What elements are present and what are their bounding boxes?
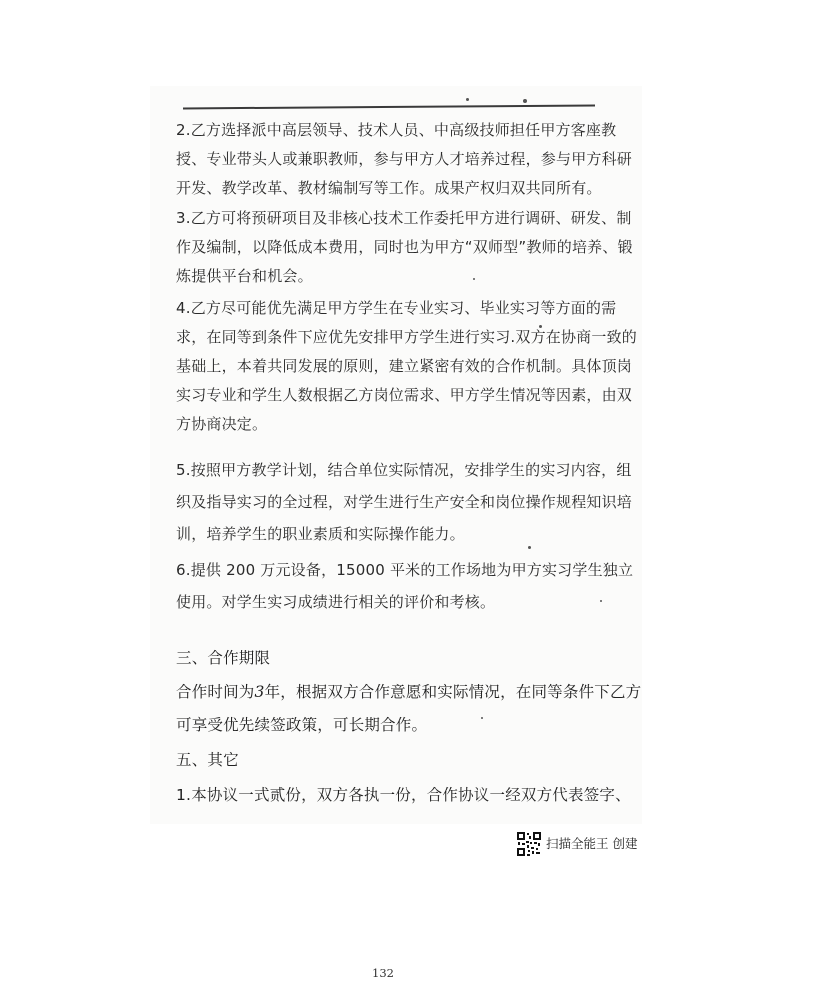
- section-heading-cooperation-period: 三、合作期限: [176, 649, 271, 667]
- cooperation-text-after: 年，根据双方合作意愿和实际情况，在同等条件下乙方可享受优先续签政策，可长期合作。: [176, 683, 642, 734]
- cooperation-period-text: [176, 676, 646, 742]
- other-clause-1: 1.本协议一式贰份，双方各执一份，合作协议一经双方代表签字、: [176, 786, 631, 804]
- qr-code-icon: [516, 831, 542, 857]
- cooperation-text-before: 合作时间为: [176, 683, 255, 701]
- scan-speck: [466, 98, 469, 101]
- clause-3: 3.乙方可将预研项目及非核心技术工作委托甲方进行调研、研发、制作及编制，以降低成本费用，同时也为甲方“双师型”教师的培养、锻炼提供平台和机会。: [176, 209, 633, 285]
- handwritten-years: 3: [254, 683, 265, 701]
- scan-speck: [523, 99, 527, 103]
- clause-2: 2.乙方选择派中高层领导、技术人员、中高级技师担任甲方客座教授、专业带头人或兼职教师，参与甲方人才培养过程，参与甲方科研开发、教学改革、教材编制写等工作。成果产权归双共同所有。: [176, 121, 633, 197]
- clause-5: 5.按照甲方教学计划，结合单位实际情况，安排学生的实习内容，组织及指导实习的全过程，对学生进行生产安全和岗位操作规程知识培训，培养学生的职业素质和实际操作能力。: [176, 461, 633, 543]
- page-number: 132: [372, 966, 394, 980]
- clause-4: 4.乙方尽可能优先满足甲方学生在专业实习、毕业实习等方面的需求，在同等到条件下应优先安排甲方学生进行实习.双方在协商一致的基础上，本着共同发展的原则，建立紧密有效的合作机制。具体顶岗实习专业和学生人数根据乙方岗位需求、甲方学生情况等因素，由双方协商决定。: [176, 299, 637, 433]
- scanner-watermark-label: 扫描全能王 创建: [546, 836, 638, 851]
- section-heading-other: 五、其它: [176, 751, 239, 769]
- clause-6: 6.提供 200 万元设备，15000 平米的工作场地为甲方实习学生独立使用。对学生实习成绩进行相关的评价和考核。: [176, 561, 634, 611]
